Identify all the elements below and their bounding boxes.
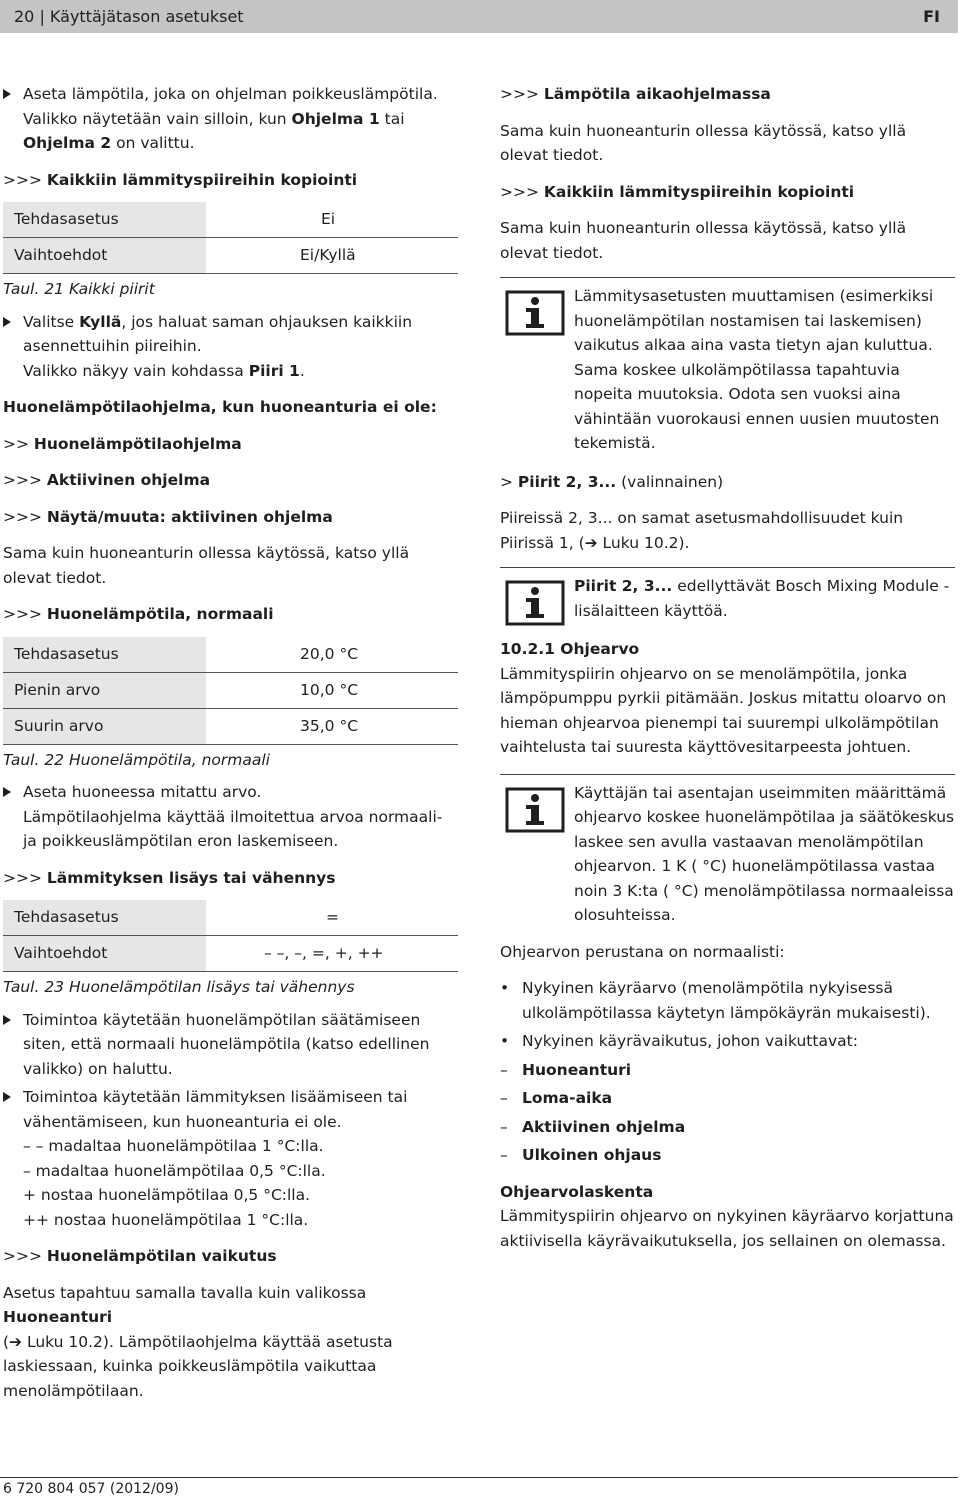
- section-heading: [500, 1180, 955, 1205]
- text: (➔ Luku 10.2). Lämpötilaohjelma käyttää asetusta laskiessaan, kuinka poikkeuslämpötila vaikuttaa menolämpötilaan.: [3, 1332, 393, 1400]
- left-column: [3, 82, 458, 1403]
- option-line: ++ nostaa huonelämpötilaa 1 °C:lla.: [23, 1210, 309, 1229]
- path-prefix: >>>: [500, 85, 544, 103]
- menu-path: [500, 180, 955, 205]
- text: Valikko näytetään vain silloin, kun: [23, 109, 292, 128]
- text: Huonelämpötilaohjelma, kun huoneanturia ei ole:: [3, 398, 437, 416]
- menu-path: [3, 168, 458, 193]
- path-prefix: >>>: [3, 471, 47, 489]
- text: Piiri 1: [248, 361, 300, 380]
- text: (valinnainen): [616, 472, 724, 491]
- info-text: [574, 574, 955, 623]
- text: Kyllä: [79, 312, 122, 331]
- option-line: + nostaa huonelämpötilaa 0,5 °C:lla.: [23, 1186, 311, 1204]
- info-icon: [505, 290, 565, 336]
- info-icon: [505, 787, 565, 833]
- text: Ohjelma 2: [23, 134, 112, 152]
- table-key: Tehdasasetus: [3, 637, 206, 673]
- info-text: Lämmitysasetusten muuttamisen (esimerkiksi huonelämpötilan nostamisen tai laskemisen) vaikutus alkaa aina vasta tietyn ajan kuluttua. Sama koskee ulkolämpötilassa tapahtuvia nopeita muutoksia. Odota sen vuoksi aina vähintään vuorokausi ennen uusien muutosten tekemistä.: [574, 287, 940, 452]
- path-prefix: >>>: [500, 182, 544, 201]
- text: Lämpötilaohjelma käyttää ilmoitettua arvoa normaali- ja poikkeuslämpötilan eron laskemiseen.: [23, 807, 443, 850]
- table-key: Tehdasasetus: [3, 900, 206, 936]
- info-icon: [505, 580, 565, 626]
- sub-list-item: [500, 1086, 955, 1111]
- sub-list-item: [500, 1058, 955, 1083]
- sub-list-item: [500, 1143, 955, 1168]
- triangle-bullet-icon: [3, 787, 11, 797]
- bullet-item: [3, 1085, 458, 1232]
- menu-title: Huonelämpötilaohjelma: [33, 434, 242, 453]
- paragraph: Sama kuin huoneanturin ollessa käytössä, katso yllä olevat tiedot.: [500, 219, 907, 262]
- list-item: [500, 976, 955, 1025]
- text: Nykyinen käyräarvo (menolämpötila nykyisessä ulkolämpötilassa käytetyn lämpökäyrän mukaisesti).: [522, 979, 931, 1022]
- menu-path: [3, 866, 458, 891]
- document-code: 6 720 804 057 (2012/09): [3, 1481, 179, 1497]
- text: Nykyinen käyrävaikutus, johon vaikuttavat:: [522, 1032, 858, 1050]
- menu-title: Huonelämpötilan vaikutus: [46, 1247, 277, 1265]
- table-value: 20,0 °C: [206, 637, 458, 673]
- text: Valitse: [23, 312, 80, 331]
- table-value: Ei: [206, 202, 458, 238]
- list-item: [500, 1029, 955, 1054]
- text: Huoneanturi: [3, 1308, 113, 1326]
- triangle-bullet-icon: [3, 317, 11, 327]
- settings-table-23: [3, 900, 458, 972]
- text: , jos haluat saman ohjauksen kaikkiin asennettuihin piireihin.: [23, 312, 413, 355]
- sub-list-item: [500, 1115, 955, 1140]
- text: Aseta huoneessa mitattu arvo.: [23, 783, 262, 801]
- menu-path: [3, 432, 458, 457]
- text: Aktiivinen ohjelma: [522, 1117, 686, 1136]
- table-key: Suurin arvo: [3, 708, 206, 744]
- table-value: – –, –, =, +, ++: [206, 936, 458, 972]
- path-prefix: >>>: [3, 605, 47, 623]
- dash-bullet-icon: –: [500, 1089, 508, 1107]
- table-value: Ei/Kyllä: [206, 238, 458, 274]
- menu-title: Lämmityksen lisäys tai vähennys: [46, 868, 336, 887]
- paragraph: Ohjearvon perustana on normaalisti:: [500, 942, 785, 961]
- page-footer: [0, 1477, 958, 1497]
- text: Loma-aika: [522, 1089, 613, 1107]
- info-box: [500, 567, 955, 631]
- page-header: [0, 0, 958, 33]
- info-box: [500, 277, 955, 464]
- text: Valikko näkyy vain kohdassa: [23, 361, 249, 380]
- path-prefix: >: [500, 472, 518, 491]
- table-row: [3, 708, 458, 744]
- text: Toimintoa käytetään huonelämpötilan säätämiseen siten, että normaali huonelämpötila (katso edellinen valikko) on haluttu.: [23, 1010, 430, 1078]
- table-value: 10,0 °C: [206, 672, 458, 708]
- triangle-bullet-icon: [3, 89, 11, 99]
- menu-title: Kaikkiin lämmityspiireihin kopiointi: [46, 170, 358, 189]
- text: on valittu.: [111, 134, 195, 152]
- path-prefix: >>>: [3, 170, 47, 189]
- option-line: – – madaltaa huonelämpötilaa 1 °C:lla.: [23, 1137, 324, 1155]
- dash-bullet-icon: –: [500, 1060, 508, 1079]
- info-box: [500, 774, 955, 936]
- text: .: [299, 361, 305, 380]
- table-value: 35,0 °C: [206, 708, 458, 744]
- path-prefix: >>: [3, 434, 34, 453]
- menu-title: Huonelämpötila, normaali: [46, 605, 274, 623]
- menu-title: Piirit 2, 3...: [517, 472, 617, 491]
- menu-title: Aktiivinen ohjelma: [46, 471, 211, 489]
- settings-table-22: [3, 637, 458, 745]
- info-text: Käyttäjän tai asentajan useimmiten määrittämä ohjearvo koskee huonelämpötilaa ja säätökeskus laskee sen avulla vastaavan menolämpötilan ohjearvon. 1 K ( °C) huonelämpötilassa vastaa noin 3 K:ta ( °C) menolämpötilassa normaaleissa olosuhteissa.: [574, 783, 955, 924]
- paragraph: Piireissä 2, 3... on samat asetusmahdollisuudet kuin Piirissä 1, (➔ Luku 10.2).: [500, 509, 904, 552]
- text: Ohjearvolaskenta: [500, 1182, 654, 1201]
- path-prefix: >>>: [3, 507, 47, 526]
- option-line: – madaltaa huonelämpötilaa 0,5 °C:lla.: [23, 1161, 326, 1180]
- menu-path: [500, 82, 955, 107]
- table-row: [3, 672, 458, 708]
- table-caption: Taul. 21 Kaikki piirit: [3, 280, 155, 298]
- menu-path: [500, 470, 955, 495]
- text: Asetus tapahtuu samalla tavalla kuin valikossa: [3, 1283, 367, 1302]
- paragraph: Sama kuin huoneanturin ollessa käytössä, katso yllä olevat tiedot.: [500, 121, 907, 164]
- table-row: [3, 238, 458, 274]
- dash-bullet-icon: –: [500, 1146, 508, 1164]
- bullet-item: [3, 780, 458, 854]
- table-row: [3, 900, 458, 936]
- table-value: =: [206, 900, 458, 936]
- path-prefix: >>>: [3, 868, 47, 887]
- dash-bullet-icon: –: [500, 1117, 508, 1136]
- path-prefix: >>>: [3, 1247, 47, 1265]
- paragraph: Sama kuin huoneanturin ollessa käytössä, katso yllä olevat tiedot.: [3, 544, 410, 587]
- table-key: Tehdasasetus: [3, 202, 206, 238]
- paragraph: Lämmityspiirin ohjearvo on se menolämpötila, jonka lämpöpumppu pyrkii pitämään. Joskus mitattu oloarvo on hieman ohjearvoa pienempi tai suurempi ulkolämpötilan vaihtelusta tai suuresta käyttövesitarpeesta johtuen.: [500, 664, 947, 756]
- text: Aseta lämpötila, joka on ohjelman poikkeuslämpötila.: [23, 85, 438, 103]
- text: Toimintoa käytetään lämmityksen lisäämiseen tai vähentämiseen, kun huoneanturia ei ole.: [23, 1088, 408, 1131]
- table-caption: Taul. 22 Huonelämpötila, normaali: [3, 750, 270, 769]
- table-key: Pienin arvo: [3, 672, 206, 708]
- section-heading: [500, 637, 955, 662]
- bullet-item: [3, 82, 458, 156]
- dot-bullet-icon: •: [500, 979, 510, 997]
- table-row: [3, 202, 458, 238]
- menu-title: Kaikkiin lämmityspiireihin kopiointi: [543, 182, 855, 201]
- paragraph: Lämmityspiirin ohjearvo on nykyinen käyräarvo korjattuna aktiivisella käyrävaikutuksella, jos sellainen on olemassa.: [500, 1207, 954, 1250]
- right-column: [500, 82, 955, 1253]
- table-row: [3, 936, 458, 972]
- menu-path: [3, 602, 458, 627]
- language-code: FI: [923, 7, 940, 26]
- table-key: Vaihtoehdot: [3, 238, 206, 274]
- bullet-item: [3, 1008, 458, 1082]
- settings-table-21: [3, 202, 458, 274]
- triangle-bullet-icon: [3, 1015, 11, 1025]
- bullet-item: [3, 310, 458, 384]
- section-heading: [3, 395, 458, 420]
- menu-title: Lämpötila aikaohjelmassa: [543, 85, 771, 103]
- text: tai: [379, 109, 405, 128]
- text: Ulkoinen ohjaus: [522, 1146, 662, 1164]
- page-label: 20 | Käyttäjätason asetukset: [14, 7, 244, 26]
- text: 10.2.1 Ohjearvo: [500, 640, 640, 658]
- menu-title: Näytä/muuta: aktiivinen ohjelma: [46, 507, 333, 526]
- text: edellyttävät Bosch Mixing Module -lisälaitteen käyttöä.: [574, 577, 950, 620]
- menu-path: [3, 505, 458, 530]
- table-key: Vaihtoehdot: [3, 936, 206, 972]
- text: Piirit 2, 3...: [574, 577, 673, 595]
- menu-path: [3, 1244, 458, 1269]
- paragraph: [3, 1281, 458, 1404]
- dot-bullet-icon: •: [500, 1032, 510, 1050]
- menu-path: [3, 468, 458, 493]
- table-row: [3, 637, 458, 673]
- triangle-bullet-icon: [3, 1092, 11, 1102]
- table-caption: Taul. 23 Huonelämpötilan lisäys tai vähennys: [3, 978, 355, 996]
- text: Huoneanturi: [522, 1060, 632, 1079]
- text: Ohjelma 1: [291, 109, 380, 128]
